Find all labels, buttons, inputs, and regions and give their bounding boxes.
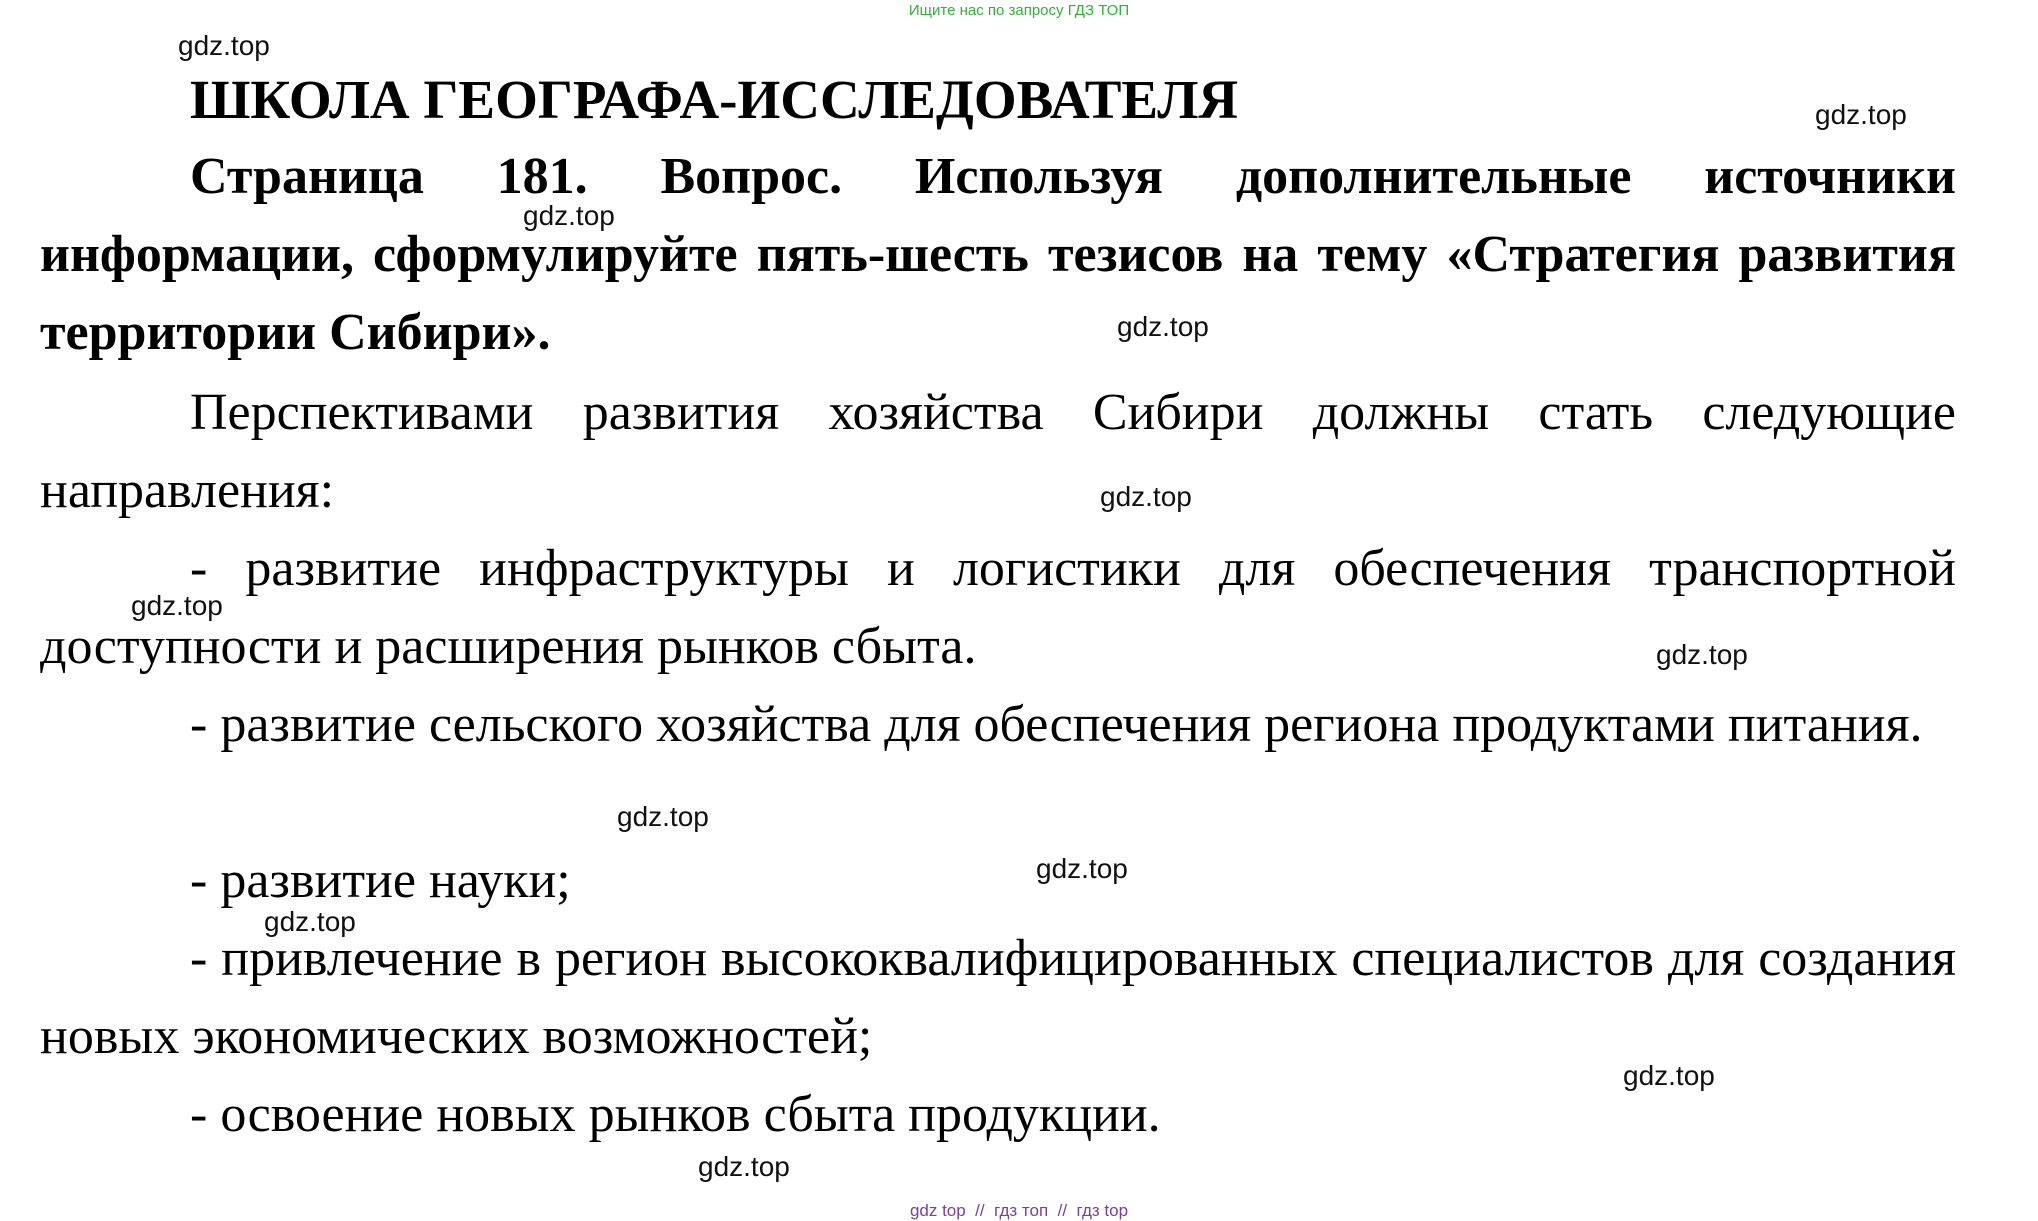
watermark: gdz.top [131, 590, 223, 621]
watermark: gdz.top [178, 30, 270, 61]
watermark: gdz.top [698, 1151, 790, 1182]
question-text: Страница 181. Вопрос. Используя дополнительные источники информации, сформулируйте пять-шесть тезисов на тему «Стратегия развития территории Сибири». [40, 148, 1956, 361]
watermark: gdz.top [1036, 853, 1128, 884]
list-item: - освоение новых рынков сбыта продукции. [190, 1086, 1161, 1143]
watermark: gdz.top [1815, 99, 1907, 130]
list-item: - развитие науки; [190, 852, 571, 909]
page-heading: ШКОЛА ГЕОГРАФА-ИССЛЕДОВАТЕЛЯ [190, 69, 1239, 130]
watermark: gdz.top [1656, 639, 1748, 670]
watermark: gdz.top [523, 200, 615, 231]
watermark: gdz.top [617, 801, 709, 832]
watermark: gdz.top [1100, 481, 1192, 512]
watermark: gdz.top [1623, 1060, 1715, 1091]
list-item: - развитие инфраструктуры и логистики для обеспечения транспортной доступности и расширения рынков сбыта. [40, 540, 1956, 675]
footer-links[interactable]: gdz top // гдз топ // гдз top [909, 1201, 1129, 1220]
list-item: - привлечение в регион высококвалифицированных специалистов для создания новых экономических возможностей; [40, 930, 1956, 1065]
top-banner[interactable]: Ищите нас по запросу ГДЗ ТОП [908, 2, 1130, 19]
watermark: gdz.top [1117, 311, 1209, 342]
intro-text: Перспективами развития хозяйства Сибири должны стать следующие направления: [40, 384, 1956, 519]
list-item: - развитие сельского хозяйства для обеспечения региона продуктами питания. [190, 696, 1923, 753]
watermark: gdz.top [264, 906, 356, 937]
